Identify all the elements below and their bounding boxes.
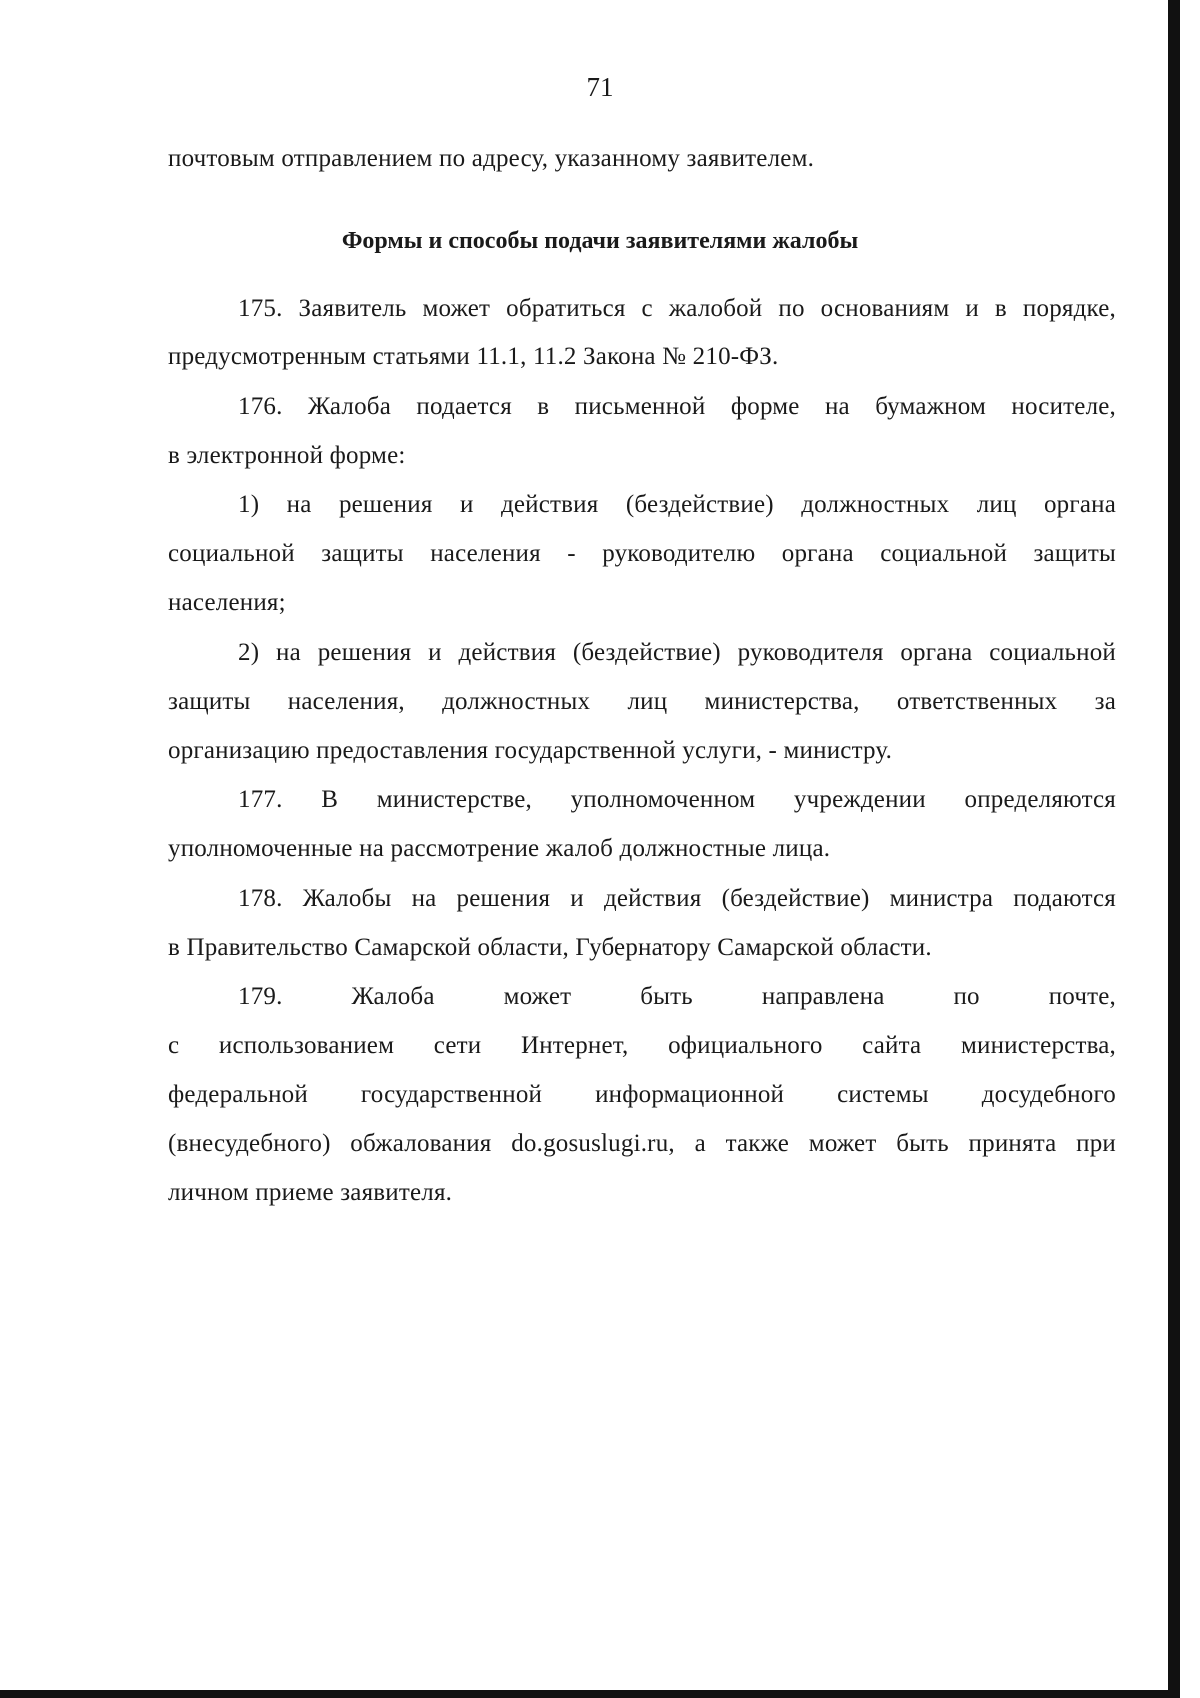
page-number: 71 [586,72,614,102]
paragraph-179-line-3: федеральной государственной информационной системы досудебного [168,1081,1116,1108]
item-2-line-2: защиты населения, должностных лиц министерства, ответственных за [168,688,1116,715]
item-2-line-3: организацию предоставления государственной услуги, - министру. [168,737,893,764]
paragraph-175-line-1: 175. Заявитель может обратиться с жалобой по основаниям и в порядке, [238,295,1116,322]
scan-edge-right [1168,0,1180,1698]
paragraph-179-line-2: с использованием сети Интернет, официального сайта министерства, [168,1032,1116,1059]
paragraph-177-line-2: уполномоченные на рассмотрение жалоб должностные лица. [168,835,831,862]
scan-edge-bottom [0,1690,1180,1698]
paragraph-176-line-2: в электронной форме: [168,442,406,469]
item-1-line-2: социальной защиты населения - руководителю органа социальной защиты [168,540,1116,567]
paragraph-177-line-1: 177. В министерстве, уполномоченном учреждении определяются [238,786,1116,813]
paragraph-179-line-4: (внесудебного) обжалования do.gosuslugi.ru, а также может быть принята при [168,1130,1116,1157]
paragraph-179-line-5: личном приеме заявителя. [168,1179,453,1206]
item-1-line-1: 1) на решения и действия (бездействие) должностных лиц органа [238,491,1116,518]
paragraph-179-line-1: 179. Жалоба может быть направлена по почте, [238,983,1116,1010]
paragraph-178-line-1: 178. Жалобы на решения и действия (бездействие) министра подаются [238,885,1116,912]
paragraph-178-line-2: в Правительство Самарской области, Губернатору Самарской области. [168,934,932,961]
paragraph-175-line-2: предусмотренным статьями 11.1, 11.2 Закона № 210-ФЗ. [168,343,779,370]
paragraph-176-line-1: 176. Жалоба подается в письменной форме на бумажном носителе, [238,393,1116,420]
item-2-line-1: 2) на решения и действия (бездействие) руководителя органа социальной [238,639,1116,666]
text-line: почтовым отправлением по адресу, указанному заявителем. [168,145,815,172]
item-1-line-3: населения; [168,589,286,616]
section-heading: Формы и способы подачи заявителями жалобы [341,228,859,254]
